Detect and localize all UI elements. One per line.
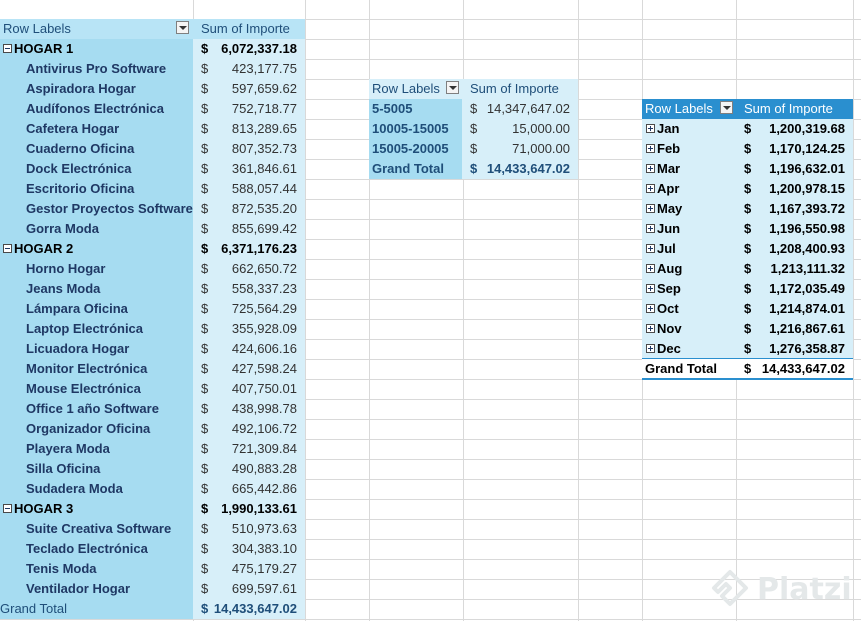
amount-value: 1,196,632.01 — [769, 161, 845, 176]
item-label: Cuaderno Oficina — [26, 141, 135, 156]
row-labels-header: Row Labels — [3, 21, 71, 36]
label-cell[interactable] — [642, 259, 736, 279]
currency-symbol: $ — [201, 141, 209, 156]
value-cell[interactable] — [193, 399, 305, 419]
currency-symbol: $ — [201, 181, 209, 196]
label-cell[interactable] — [642, 219, 736, 239]
currency-symbol: $ — [744, 181, 752, 196]
collapse-minus-icon[interactable] — [3, 44, 12, 53]
value-cell[interactable] — [736, 339, 853, 359]
value-cell[interactable] — [193, 179, 305, 199]
grid-column-line — [578, 0, 579, 621]
currency-symbol: $ — [201, 281, 209, 296]
amount-value: 855,699.42 — [231, 221, 297, 236]
label-cell[interactable] — [642, 119, 736, 139]
value-cell[interactable] — [193, 579, 305, 599]
value-cell[interactable] — [462, 119, 578, 139]
value-cell[interactable] — [193, 199, 305, 219]
label-cell[interactable] — [0, 459, 193, 479]
expand-plus-icon[interactable] — [646, 204, 655, 213]
currency-symbol: $ — [201, 501, 209, 516]
amount-value: 1,276,358.87 — [769, 341, 845, 356]
label-cell[interactable] — [0, 559, 193, 579]
label-cell[interactable] — [369, 159, 462, 179]
label-cell[interactable] — [0, 579, 193, 599]
expand-plus-icon[interactable] — [646, 264, 655, 273]
amount-value: 424,606.16 — [231, 341, 297, 356]
value-cell[interactable] — [193, 419, 305, 439]
amount-value: 725,564.29 — [231, 301, 297, 316]
amount-value: 1,196,550.98 — [769, 221, 845, 236]
label-cell[interactable] — [0, 179, 193, 199]
amount-value: 807,352.73 — [231, 141, 297, 156]
label-cell[interactable] — [0, 539, 193, 559]
label-cell[interactable] — [0, 359, 193, 379]
currency-symbol: $ — [201, 381, 209, 396]
currency-symbol: $ — [744, 321, 752, 336]
amount-value: 490,883.28 — [231, 461, 297, 476]
label-cell[interactable] — [369, 79, 462, 99]
value-cell[interactable] — [193, 159, 305, 179]
label-cell[interactable] — [0, 319, 193, 339]
month-label: Feb — [657, 141, 681, 156]
item-label: Jeans Moda — [26, 281, 101, 296]
label-cell[interactable] — [0, 339, 193, 359]
currency-symbol: $ — [201, 301, 209, 316]
label-cell[interactable] — [642, 99, 736, 119]
value-cell[interactable] — [736, 159, 853, 179]
label-cell[interactable] — [0, 199, 193, 219]
value-cell[interactable] — [193, 379, 305, 399]
grid-column-line — [305, 0, 306, 621]
month-label: Mar — [657, 161, 681, 176]
amount-value: 752,718.77 — [231, 101, 297, 116]
value-cell[interactable] — [736, 119, 853, 139]
label-cell[interactable] — [0, 119, 193, 139]
value-cell[interactable] — [736, 179, 853, 199]
currency-symbol: $ — [201, 541, 209, 556]
currency-symbol: $ — [201, 441, 209, 456]
platzi-watermark — [708, 568, 858, 612]
value-cell[interactable] — [462, 99, 578, 119]
currency-symbol: $ — [201, 101, 209, 116]
currency-symbol: $ — [744, 221, 752, 236]
currency-symbol: $ — [744, 341, 752, 356]
item-label: Playera Moda — [26, 441, 110, 456]
filter-dropdown-icon[interactable] — [720, 101, 733, 114]
currency-symbol: $ — [201, 341, 209, 356]
expand-plus-icon[interactable] — [646, 224, 655, 233]
item-label: Sudadera Moda — [26, 481, 123, 496]
amount-value: 355,928.09 — [231, 321, 297, 336]
value-cell[interactable] — [193, 99, 305, 119]
group-label: HOGAR 3 — [14, 501, 74, 516]
currency-symbol: $ — [201, 461, 209, 476]
label-cell[interactable] — [0, 139, 193, 159]
label-cell[interactable] — [0, 59, 193, 79]
currency-symbol: $ — [201, 581, 209, 596]
amount-value: 1,213,111.32 — [770, 261, 845, 276]
currency-symbol: $ — [201, 361, 209, 376]
currency-symbol: $ — [744, 121, 752, 136]
grand-total-label: Grand Total — [0, 601, 67, 616]
label-cell[interactable] — [0, 599, 193, 619]
platzi-logo-icon — [708, 568, 752, 612]
amount-value: 588,057.44 — [231, 181, 297, 196]
label-cell[interactable] — [642, 279, 736, 299]
value-cell[interactable] — [736, 239, 853, 259]
label-cell[interactable] — [0, 19, 193, 39]
expand-plus-icon[interactable] — [646, 344, 655, 353]
label-cell[interactable] — [0, 259, 193, 279]
value-cell[interactable] — [462, 139, 578, 159]
month-label: Jan — [657, 121, 680, 136]
item-label: Cafetera Hogar — [26, 121, 120, 136]
label-cell[interactable] — [0, 279, 193, 299]
value-cell[interactable] — [736, 139, 853, 159]
item-label: Lámpara Oficina — [26, 301, 128, 316]
currency-symbol: $ — [470, 101, 478, 116]
row-labels-header: Row Labels — [372, 81, 440, 96]
amount-value: 6,371,176.23 — [221, 241, 297, 256]
expand-plus-icon[interactable] — [646, 284, 655, 293]
amount-value: 304,383.10 — [231, 541, 297, 556]
amount-value: 665,442.86 — [231, 481, 297, 496]
item-label: Licuadora Hogar — [26, 341, 130, 356]
range-label: 5-5005 — [372, 101, 413, 116]
value-cell[interactable] — [193, 219, 305, 239]
amount-value: 427,598.24 — [231, 361, 297, 376]
label-cell[interactable] — [0, 439, 193, 459]
label-cell[interactable] — [0, 379, 193, 399]
value-cell[interactable] — [193, 279, 305, 299]
month-label: Jul — [657, 241, 676, 256]
grand-total-label: Grand Total — [645, 361, 717, 376]
currency-symbol: $ — [201, 41, 209, 56]
currency-symbol: $ — [201, 401, 209, 416]
currency-symbol: $ — [744, 261, 752, 276]
label-cell[interactable] — [0, 299, 193, 319]
amount-value: 475,179.27 — [231, 561, 297, 576]
value-cell[interactable] — [193, 599, 305, 619]
item-label: Audífonos Electrónica — [26, 101, 164, 116]
currency-symbol: $ — [201, 161, 209, 176]
label-cell[interactable] — [642, 139, 736, 159]
month-label: Dec — [657, 341, 681, 356]
amount-value: 1,990,133.61 — [221, 501, 297, 516]
amount-value: 1,170,124.25 — [769, 141, 845, 156]
amount-value: 699,597.61 — [231, 581, 297, 596]
group-label: HOGAR 2 — [14, 241, 74, 256]
amount-value: 1,172,035.49 — [769, 281, 845, 296]
currency-symbol: $ — [744, 201, 752, 216]
amount-value: 492,106.72 — [231, 421, 297, 436]
amount-value: 558,337.23 — [231, 281, 297, 296]
value-cell[interactable] — [736, 219, 853, 239]
label-cell[interactable] — [0, 219, 193, 239]
currency-symbol: $ — [744, 141, 752, 156]
currency-symbol: $ — [744, 281, 752, 296]
currency-symbol: $ — [744, 241, 752, 256]
amount-value: 597,659.62 — [231, 81, 297, 96]
label-cell[interactable] — [0, 479, 193, 499]
amount-value: 15,000.00 — [512, 121, 570, 136]
expand-plus-icon[interactable] — [646, 184, 655, 193]
amount-value: 1,214,874.01 — [769, 301, 845, 316]
currency-symbol: $ — [201, 81, 209, 96]
value-cell[interactable] — [462, 79, 578, 99]
value-cell[interactable] — [736, 199, 853, 219]
value-cell[interactable] — [193, 339, 305, 359]
item-label: Antivirus Pro Software — [26, 61, 167, 76]
value-cell[interactable] — [193, 119, 305, 139]
value-cell[interactable] — [736, 259, 853, 279]
item-label: Horno Hogar — [26, 261, 106, 276]
currency-symbol: $ — [744, 361, 752, 376]
value-cell[interactable] — [736, 359, 853, 379]
item-label: Laptop Electrónica — [26, 321, 144, 336]
amount-value: 813,289.65 — [231, 121, 297, 136]
expand-plus-icon[interactable] — [646, 304, 655, 313]
item-label: Office 1 año Software — [26, 401, 159, 416]
collapse-minus-icon[interactable] — [3, 244, 12, 253]
currency-symbol: $ — [201, 521, 209, 536]
label-cell[interactable] — [0, 99, 193, 119]
month-label: May — [657, 201, 683, 216]
currency-symbol: $ — [201, 241, 209, 256]
amount-value: 662,650.72 — [231, 261, 297, 276]
item-label: Aspiradora Hogar — [26, 81, 136, 96]
item-label: Dock Electrónica — [26, 161, 132, 176]
value-cell[interactable] — [193, 259, 305, 279]
expand-plus-icon[interactable] — [646, 124, 655, 133]
label-cell[interactable] — [0, 159, 193, 179]
amount-value: 438,998.78 — [231, 401, 297, 416]
currency-symbol: $ — [744, 161, 752, 176]
label-cell[interactable] — [642, 359, 736, 379]
item-label: Ventilador Hogar — [26, 581, 131, 596]
currency-symbol: $ — [744, 301, 752, 316]
value-cell[interactable] — [193, 439, 305, 459]
expand-plus-icon[interactable] — [646, 244, 655, 253]
currency-symbol: $ — [201, 601, 209, 616]
label-cell[interactable] — [369, 139, 462, 159]
sum-of-importe-header: Sum of Importe — [744, 101, 833, 116]
total-bottom-line — [642, 378, 853, 380]
label-cell[interactable] — [0, 499, 193, 519]
amount-value: 361,846.61 — [231, 161, 297, 176]
value-cell[interactable] — [193, 459, 305, 479]
item-label: Teclado Electrónica — [26, 541, 148, 556]
filter-dropdown-icon[interactable] — [176, 21, 189, 34]
currency-symbol: $ — [201, 61, 209, 76]
currency-symbol: $ — [470, 121, 478, 136]
amount-value: 14,433,647.02 — [213, 601, 297, 616]
sum-of-importe-header: Sum of Importe — [470, 81, 559, 96]
item-label: Silla Oficina — [26, 461, 101, 476]
value-cell[interactable] — [736, 319, 853, 339]
value-cell[interactable] — [193, 19, 305, 39]
label-cell[interactable] — [0, 419, 193, 439]
item-label: Gorra Moda — [26, 221, 99, 236]
amount-value: 1,200,319.68 — [769, 121, 845, 136]
item-label: Tenis Moda — [26, 561, 97, 576]
amount-value: 14,433,647.02 — [761, 361, 845, 376]
currency-symbol: $ — [470, 161, 478, 176]
grand-total-label: Grand Total — [372, 161, 444, 176]
amount-value: 71,000.00 — [512, 141, 570, 156]
amount-value: 1,167,393.72 — [769, 201, 845, 216]
label-cell[interactable] — [0, 239, 193, 259]
sum-of-importe-header: Sum of Importe — [201, 21, 290, 36]
value-cell[interactable] — [193, 499, 305, 519]
group-label: HOGAR 1 — [14, 41, 74, 56]
amount-value: 721,309.84 — [231, 441, 297, 456]
item-label: Gestor Proyectos Software — [26, 201, 193, 216]
label-cell[interactable] — [0, 39, 193, 59]
collapse-minus-icon[interactable] — [3, 504, 12, 513]
month-label: Sep — [657, 281, 681, 296]
value-cell[interactable] — [736, 299, 853, 319]
value-cell[interactable] — [193, 239, 305, 259]
watermark-label: Platzi — [757, 572, 852, 607]
expand-plus-icon[interactable] — [646, 164, 655, 173]
expand-plus-icon[interactable] — [646, 324, 655, 333]
month-label: Jun — [657, 221, 681, 236]
month-label: Apr — [657, 181, 680, 196]
grid-column-line — [853, 0, 854, 621]
currency-symbol: $ — [201, 201, 209, 216]
month-label: Oct — [657, 301, 679, 316]
month-label: Nov — [657, 321, 682, 336]
label-cell[interactable] — [369, 119, 462, 139]
range-label: 10005-15005 — [372, 121, 449, 136]
currency-symbol: $ — [201, 421, 209, 436]
value-cell[interactable] — [193, 299, 305, 319]
currency-symbol: $ — [470, 141, 478, 156]
value-cell[interactable] — [193, 539, 305, 559]
currency-symbol: $ — [201, 321, 209, 336]
currency-symbol: $ — [201, 221, 209, 236]
amount-value: 510,973.63 — [231, 521, 297, 536]
amount-value: 1,208,400.93 — [769, 241, 845, 256]
value-cell[interactable] — [736, 279, 853, 299]
item-label: Organizador Oficina — [26, 421, 151, 436]
label-cell[interactable] — [642, 199, 736, 219]
amount-value: 14,433,647.02 — [486, 161, 570, 176]
item-label: Monitor Electrónica — [26, 361, 148, 376]
label-cell[interactable] — [642, 319, 736, 339]
month-label: Aug — [657, 261, 683, 276]
expand-plus-icon[interactable] — [646, 144, 655, 153]
item-label: Suite Creativa Software — [26, 521, 172, 536]
label-cell[interactable] — [0, 399, 193, 419]
amount-value: 14,347,647.02 — [486, 101, 570, 116]
label-cell[interactable] — [642, 339, 736, 359]
row-labels-header: Row Labels — [645, 101, 713, 116]
amount-value: 872,535.20 — [231, 201, 297, 216]
range-label: 15005-20005 — [372, 141, 449, 156]
value-cell[interactable] — [193, 359, 305, 379]
amount-value: 1,216,867.61 — [769, 321, 845, 336]
filter-dropdown-icon[interactable] — [446, 81, 459, 94]
value-cell[interactable] — [736, 99, 853, 119]
label-cell[interactable] — [369, 99, 462, 119]
label-cell[interactable] — [0, 519, 193, 539]
value-cell[interactable] — [193, 39, 305, 59]
currency-symbol: $ — [201, 121, 209, 136]
label-cell[interactable] — [642, 159, 736, 179]
value-cell[interactable] — [193, 79, 305, 99]
label-cell[interactable] — [642, 179, 736, 199]
item-label: Escritorio Oficina — [26, 181, 135, 196]
currency-symbol: $ — [201, 261, 209, 276]
item-label: Mouse Electrónica — [26, 381, 141, 396]
currency-symbol: $ — [201, 561, 209, 576]
value-cell[interactable] — [193, 59, 305, 79]
value-cell[interactable] — [193, 559, 305, 579]
value-cell[interactable] — [193, 519, 305, 539]
currency-symbol: $ — [201, 481, 209, 496]
amount-value: 423,177.75 — [231, 61, 297, 76]
amount-value: 1,200,978.15 — [769, 181, 845, 196]
value-cell[interactable] — [193, 319, 305, 339]
grid-row-line — [0, 619, 861, 620]
label-cell[interactable] — [0, 79, 193, 99]
label-cell[interactable] — [642, 239, 736, 259]
value-cell[interactable] — [193, 139, 305, 159]
label-cell[interactable] — [642, 299, 736, 319]
value-cell[interactable] — [193, 479, 305, 499]
amount-value: 407,750.01 — [231, 381, 297, 396]
value-cell[interactable] — [462, 159, 578, 179]
amount-value: 6,072,337.18 — [221, 41, 297, 56]
